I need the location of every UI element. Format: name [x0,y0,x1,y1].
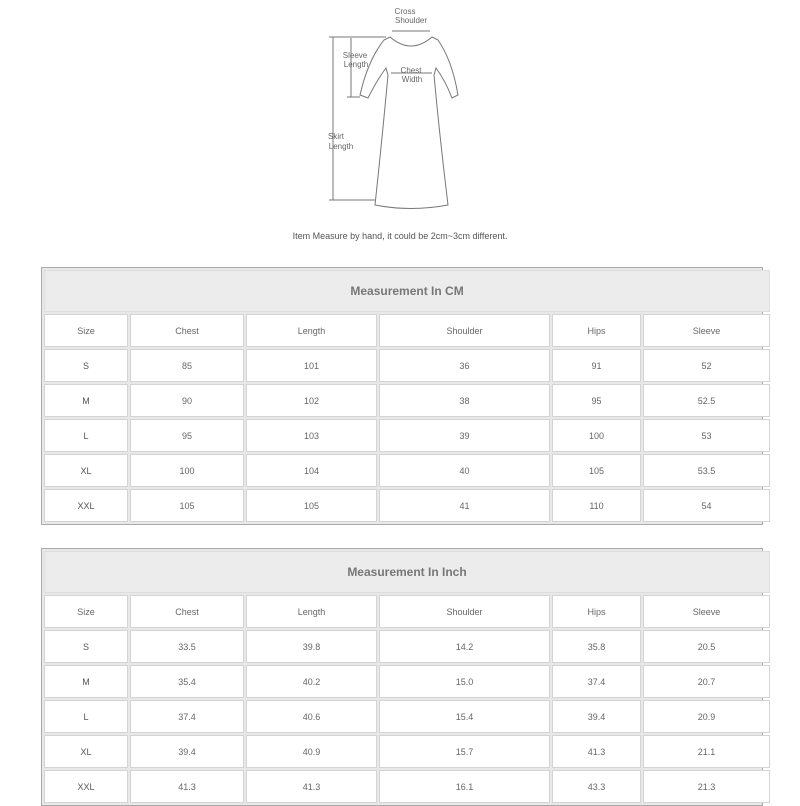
label-sleeve-length: Length [343,60,369,69]
value-cell: 15.4 [379,700,550,733]
value-cell: 105 [246,489,377,522]
value-cell: 100 [130,454,244,487]
value-cell: 105 [552,454,641,487]
value-cell: 37.4 [130,700,244,733]
table-row [44,419,770,452]
value-cell: 41.3 [552,735,641,768]
column-header: Shoulder [379,595,550,628]
value-cell: 105 [130,489,244,522]
value-cell: 95 [552,384,641,417]
column-header: Hips [552,595,641,628]
label-chest: Chest [400,66,422,75]
value-cell: 95 [130,419,244,452]
value-cell: 101 [246,349,377,382]
column-header: Length [246,314,377,347]
table-title: Measurement In CM [44,270,770,312]
value-cell: 53 [643,419,770,452]
table-row [44,665,770,698]
size-cell: M [44,665,128,698]
value-cell: 35.8 [552,630,641,663]
size-cell: S [44,349,128,382]
value-cell: 100 [552,419,641,452]
value-cell: 104 [246,454,377,487]
table-row [44,384,770,417]
value-cell: 102 [246,384,377,417]
value-cell: 43.3 [552,770,641,803]
value-cell: 103 [246,419,377,452]
value-cell: 40.6 [246,700,377,733]
label-shoulder: Shoulder [394,16,428,25]
value-cell: 21.3 [643,770,770,803]
value-cell: 39 [379,419,550,452]
value-cell: 15.0 [379,665,550,698]
inch-table [41,548,763,806]
dress-measurement-diagram [0,0,800,230]
size-cell: XL [44,735,128,768]
label-skirt: Skirt [328,132,344,141]
size-cell: XL [44,454,128,487]
size-cell: L [44,419,128,452]
value-cell: 40.9 [246,735,377,768]
column-header: Chest [130,595,244,628]
label-sleeve: Sleeve [342,51,368,60]
value-cell: 91 [552,349,641,382]
value-cell: 38 [379,384,550,417]
value-cell: 20.7 [643,665,770,698]
value-cell: 52 [643,349,770,382]
value-cell: 20.5 [643,630,770,663]
dress-outline [360,37,458,209]
column-header: Length [246,595,377,628]
table-row [44,489,770,522]
size-cell: M [44,384,128,417]
table-row [44,735,770,768]
column-header: Size [44,314,128,347]
value-cell: 53.5 [643,454,770,487]
label-cross: Cross [394,7,416,16]
value-cell: 85 [130,349,244,382]
value-cell: 39.8 [246,630,377,663]
value-cell: 36 [379,349,550,382]
column-header: Shoulder [379,314,550,347]
value-cell: 20.9 [643,700,770,733]
value-cell: 21.1 [643,735,770,768]
column-header: Hips [552,314,641,347]
header-row [44,595,770,628]
size-cell: S [44,630,128,663]
column-header: Sleeve [643,595,770,628]
value-cell: 37.4 [552,665,641,698]
table-row [44,770,770,803]
table-row [44,454,770,487]
label-skirt-length: Length [328,142,354,151]
value-cell: 110 [552,489,641,522]
value-cell: 39.4 [552,700,641,733]
value-cell: 40 [379,454,550,487]
value-cell: 39.4 [130,735,244,768]
table-row [44,349,770,382]
value-cell: 90 [130,384,244,417]
value-cell: 40.2 [246,665,377,698]
size-cell: XXL [44,489,128,522]
cm-table [41,267,763,525]
value-cell: 54 [643,489,770,522]
value-cell: 35.4 [130,665,244,698]
value-cell: 16.1 [379,770,550,803]
measurement-note: Item Measure by hand, it could be 2cm~3cm different. [292,231,508,241]
value-cell: 14.2 [379,630,550,663]
size-cell: L [44,700,128,733]
table-row [44,700,770,733]
value-cell: 33.5 [130,630,244,663]
table-row [44,630,770,663]
label-width: Width [401,75,423,84]
value-cell: 15.7 [379,735,550,768]
value-cell: 52.5 [643,384,770,417]
column-header: Sleeve [643,314,770,347]
value-cell: 41.3 [246,770,377,803]
header-row [44,314,770,347]
size-cell: XXL [44,770,128,803]
column-header: Size [44,595,128,628]
table-title: Measurement In Inch [44,551,770,593]
column-header: Chest [130,314,244,347]
value-cell: 41.3 [130,770,244,803]
value-cell: 41 [379,489,550,522]
